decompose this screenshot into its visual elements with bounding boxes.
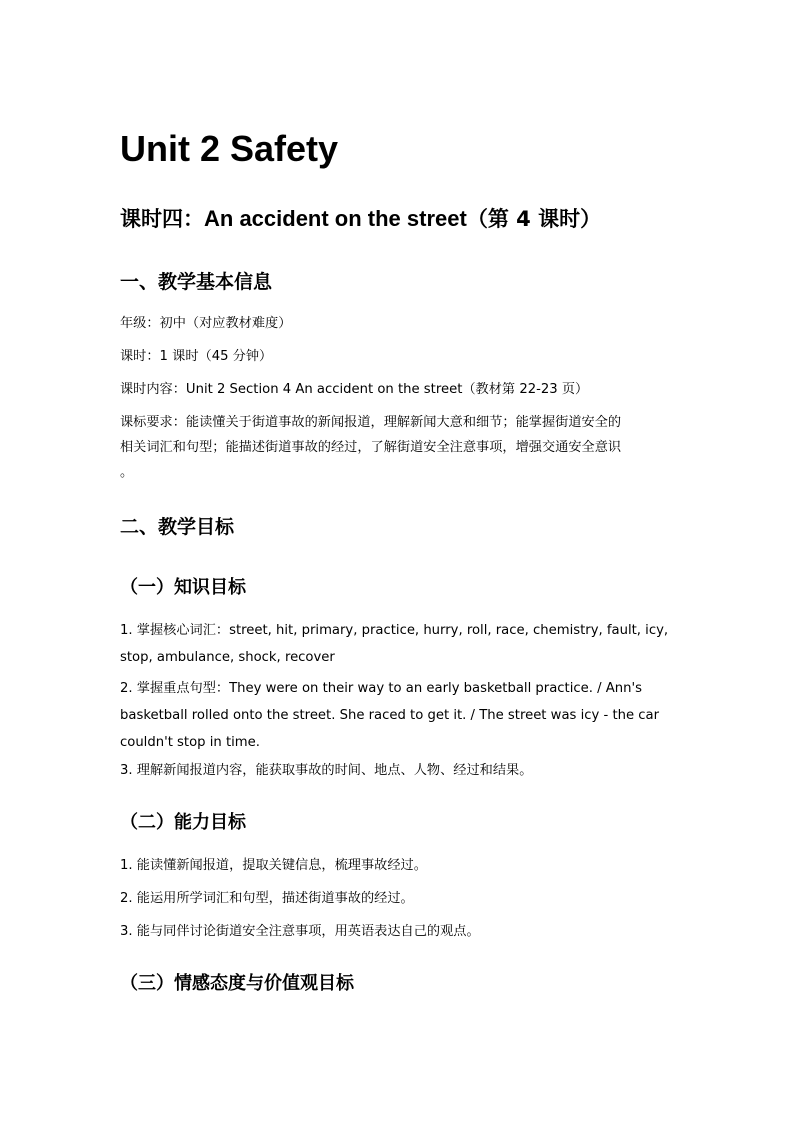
requirements-line: 。 xyxy=(120,465,134,480)
section2-heading: 二、教学目标 xyxy=(120,516,235,538)
knowledge-item-line: 1. 掌握核心词汇：street, hit, primary, practice, hurry, roll, race, chemistry, fault, icy, xyxy=(120,623,669,638)
lesson-title-suffix: （第 4 课时） xyxy=(466,207,602,231)
lesson-title xyxy=(120,204,601,234)
ability-heading: （二）能力目标 xyxy=(120,812,246,833)
emotion-heading: （三）情感态度与价值观目标 xyxy=(120,973,354,994)
knowledge-item-line: stop, ambulance, shock, recover xyxy=(120,650,335,665)
knowledge-item-line: 2. 掌握重点句型：They were on their way to an early basketball practice. / Ann's xyxy=(120,681,643,696)
knowledge-heading: （一）知识目标 xyxy=(120,577,246,598)
ability-item-2: 2. 能运用所学词汇和句型，描述街道事故的经过。 xyxy=(120,891,414,906)
document-title: Unit 2 Safety xyxy=(120,128,339,169)
ability-item-1: 1. 能读懂新闻报道，提取关键信息，梳理事故经过。 xyxy=(120,858,427,873)
lesson-title-english: An accident on the street xyxy=(204,206,467,231)
requirements-paragraph xyxy=(120,410,680,485)
knowledge-item-line: couldn't stop in time. xyxy=(120,735,260,750)
knowledge-item-3: 3. 理解新闻报道内容，能获取事故的时间、地点、人物、经过和结果。 xyxy=(120,763,533,778)
requirements-line: 相关词汇和句型；能描述街道事故的经过，了解街道安全注意事项，增强交通安全意识 xyxy=(120,440,622,455)
content-line: 课时内容：Unit 2 Section 4 An accident on the street（教材第 22-23 页） xyxy=(120,382,589,397)
knowledge-item-1 xyxy=(120,617,680,671)
ability-item-3: 3. 能与同伴讨论街道安全注意事项，用英语表达自己的观点。 xyxy=(120,924,480,939)
section1-heading: 一、教学基本信息 xyxy=(120,271,273,293)
grade-line: 年级：初中（对应教材难度） xyxy=(120,316,292,331)
hours-line: 课时：1 课时（45 分钟） xyxy=(120,349,273,364)
knowledge-item-2 xyxy=(120,675,680,756)
knowledge-item-line: basketball rolled onto the street. She raced to get it. / The street was icy - the car xyxy=(120,708,660,723)
requirements-line: 课标要求：能读懂关于街道事故的新闻报道，理解新闻大意和细节；能掌握街道安全的 xyxy=(120,415,622,430)
lesson-title-prefix: 课时四： xyxy=(120,207,204,231)
